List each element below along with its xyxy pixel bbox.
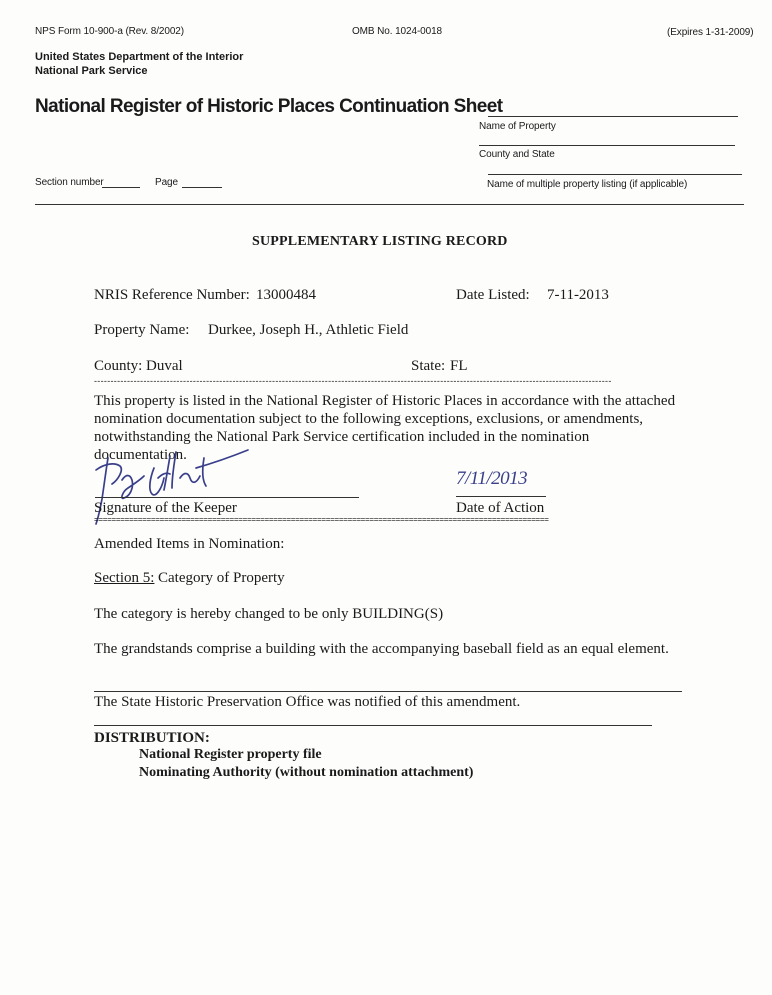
distribution-heading: DISTRIBUTION: xyxy=(94,730,210,746)
multiple-listing-label: Name of multiple property listing (if applicable) xyxy=(487,179,688,190)
date-listed-value: 7-11-2013 xyxy=(547,287,609,303)
date-listed-label: Date Listed: xyxy=(456,287,530,303)
form-title: National Register of Historic Places Continuation Sheet xyxy=(35,96,503,117)
agency-department: United States Department of the Interior xyxy=(35,51,244,63)
county-label: County: xyxy=(94,358,143,374)
double-divider: ======================================================================================================== xyxy=(94,515,549,524)
form-number: NPS Form 10-900-a (Rev. 8/2002) xyxy=(35,26,184,37)
signature-line xyxy=(95,497,359,498)
section-label: Section 5: xyxy=(94,570,155,586)
distribution-item-1: National Register property file xyxy=(139,747,322,762)
property-name-label: Property Name: xyxy=(94,322,190,338)
nris-reference-label: NRIS Reference Number: xyxy=(94,287,250,303)
statement-line-3: notwithstanding the National Park Service certification included in the nomination xyxy=(94,429,590,445)
state-label: State: xyxy=(411,358,446,374)
amendment-line-2: The grandstands comprise a building with the accompanying baseball field as an equal element. xyxy=(94,641,669,657)
shpo-notification: The State Historic Preservation Office was notified of this amendment. xyxy=(94,694,521,710)
name-of-property-line xyxy=(488,116,738,117)
name-of-property-label: Name of Property xyxy=(479,121,556,132)
notification-top-rule xyxy=(94,691,682,692)
amendment-line-1: The category is hereby changed to be only BUILDING(S) xyxy=(94,606,444,622)
page-field xyxy=(182,187,222,188)
header-divider xyxy=(35,204,744,205)
county-value: Duval xyxy=(146,358,183,374)
action-date-handwritten: 7/11/2013 xyxy=(456,468,528,489)
section-number-field xyxy=(102,187,140,188)
property-name-value: Durkee, Joseph H., Athletic Field xyxy=(208,322,409,338)
dashed-divider: ------------------------------------------------------------------------------------------------------------------------------------------------------------- xyxy=(94,376,612,386)
amended-items-heading: Amended Items in Nomination: xyxy=(94,536,285,552)
statement-line-4: documentation. xyxy=(94,447,187,463)
notification-bottom-rule xyxy=(94,725,652,726)
action-date-line xyxy=(456,496,546,497)
record-heading: SUPPLEMENTARY LISTING RECORD xyxy=(252,234,508,249)
date-of-action-label: Date of Action xyxy=(456,500,545,516)
county-state-line xyxy=(479,145,735,146)
section-number-label: Section number xyxy=(35,177,104,188)
state-value: FL xyxy=(450,358,468,374)
county-state-label: County and State xyxy=(479,149,555,160)
multiple-listing-line xyxy=(488,174,742,175)
page-label: Page xyxy=(155,177,178,188)
nris-reference-value: 13000484 xyxy=(256,287,316,303)
statement-line-2: nomination documentation subject to the following exceptions, exclusions, or amendments, xyxy=(94,411,644,427)
distribution-item-2: Nominating Authority (without nomination attachment) xyxy=(139,765,474,780)
signature-label: Signature of the Keeper xyxy=(94,500,237,516)
agency-service: National Park Service xyxy=(35,65,148,77)
expiration-date: (Expires 1-31-2009) xyxy=(667,27,754,38)
omb-number: OMB No. 1024-0018 xyxy=(352,26,443,37)
statement-line-1: This property is listed in the National Register of Historic Places in accordance with the attached xyxy=(94,393,676,409)
section-title: Category of Property xyxy=(158,570,285,586)
